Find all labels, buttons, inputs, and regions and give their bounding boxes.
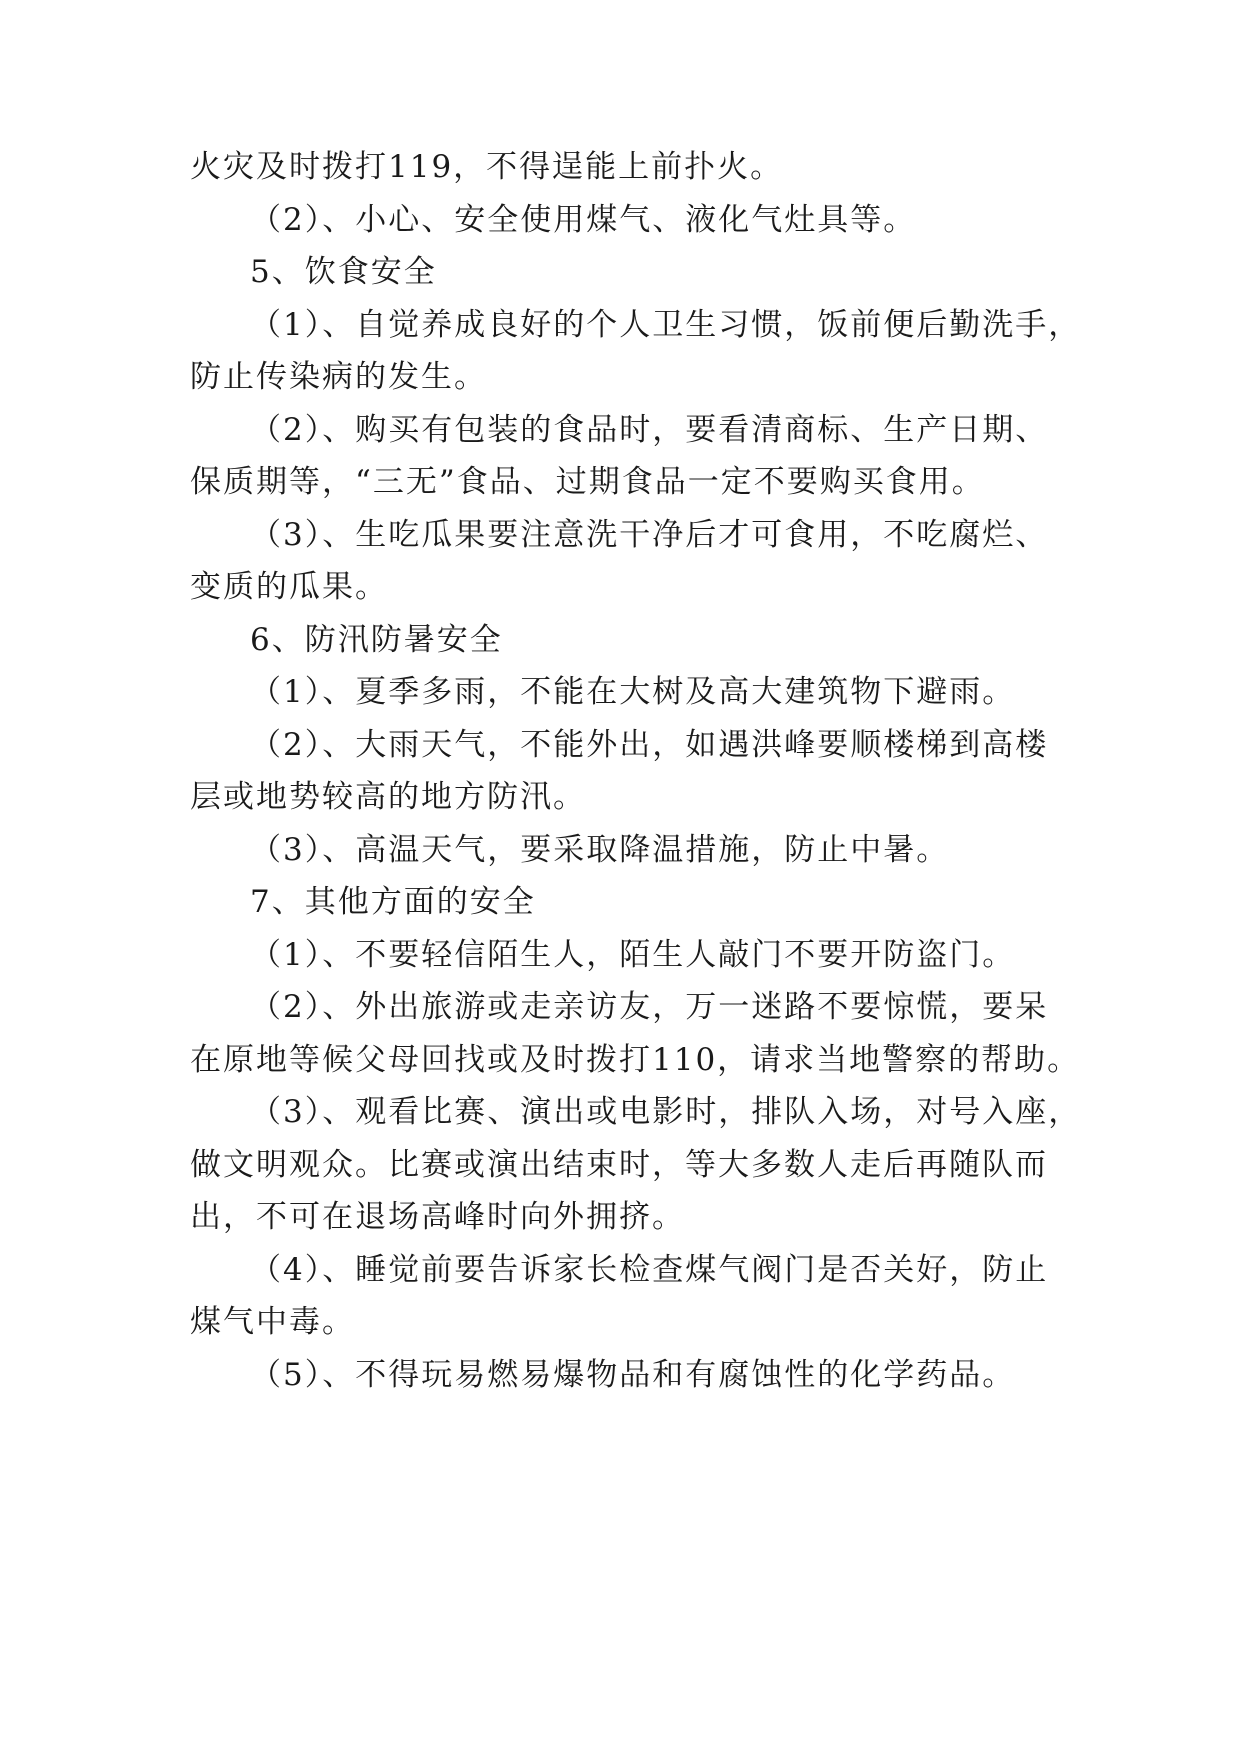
text-line-18: 在原地等候父母回找或及时拨打110，请求当地警察的帮助。 bbox=[190, 1042, 1081, 1078]
section-heading-5: 5、饮食安全 bbox=[250, 254, 437, 290]
text-line-17: （2）、外出旅游或走亲访友，万一迷路不要惊慌，要呆 bbox=[250, 989, 1049, 1025]
section-heading-7: 7、其他方面的安全 bbox=[250, 884, 536, 920]
text-line-4: （1）、自觉养成良好的个人卫生习惯，饭前便后勤洗手， bbox=[250, 307, 1082, 343]
text-line-12: （2）、大雨天气，不能外出，如遇洪峰要顺楼梯到高楼 bbox=[250, 727, 1049, 763]
text-line-1: 火灾及时拨打119，不得逞能上前扑火。 bbox=[190, 149, 784, 185]
text-line-21: 出，不可在退场高峰时向外拥挤。 bbox=[190, 1199, 685, 1235]
text-line-9: 变质的瓜果。 bbox=[190, 569, 388, 605]
text-line-19: （3）、观看比赛、演出或电影时，排队入场，对号入座， bbox=[250, 1094, 1082, 1130]
text-line-2: （2）、小心、安全使用煤气、液化气灶具等。 bbox=[250, 202, 917, 238]
text-line-6: （2）、购买有包装的食品时，要看清商标、生产日期、 bbox=[250, 412, 1049, 448]
text-line-20: 做文明观众。比赛或演出结束时，等大多数人走后再随队而 bbox=[190, 1147, 1048, 1183]
text-line-11: （1）、夏季多雨，不能在大树及高大建筑物下避雨。 bbox=[250, 674, 1016, 710]
text-line-24: （5）、不得玩易燃易爆物品和有腐蚀性的化学药品。 bbox=[250, 1357, 1016, 1393]
text-line-7: 保质期等，“三无”食品、过期食品一定不要购买食用。 bbox=[190, 464, 985, 500]
text-line-23: 煤气中毒。 bbox=[190, 1304, 355, 1340]
section-heading-6: 6、防汛防暑安全 bbox=[250, 622, 503, 658]
text-line-13: 层或地势较高的地方防汛。 bbox=[190, 779, 586, 815]
text-line-5: 防止传染病的发生。 bbox=[190, 359, 487, 395]
text-line-22: （4）、睡觉前要告诉家长检查煤气阀门是否关好，防止 bbox=[250, 1252, 1049, 1288]
text-line-14: （3）、高温天气，要采取降温措施，防止中暑。 bbox=[250, 832, 950, 868]
text-line-16: （1）、不要轻信陌生人，陌生人敲门不要开防盗门。 bbox=[250, 937, 1016, 973]
text-line-8: （3）、生吃瓜果要注意洗干净后才可食用，不吃腐烂、 bbox=[250, 517, 1049, 553]
